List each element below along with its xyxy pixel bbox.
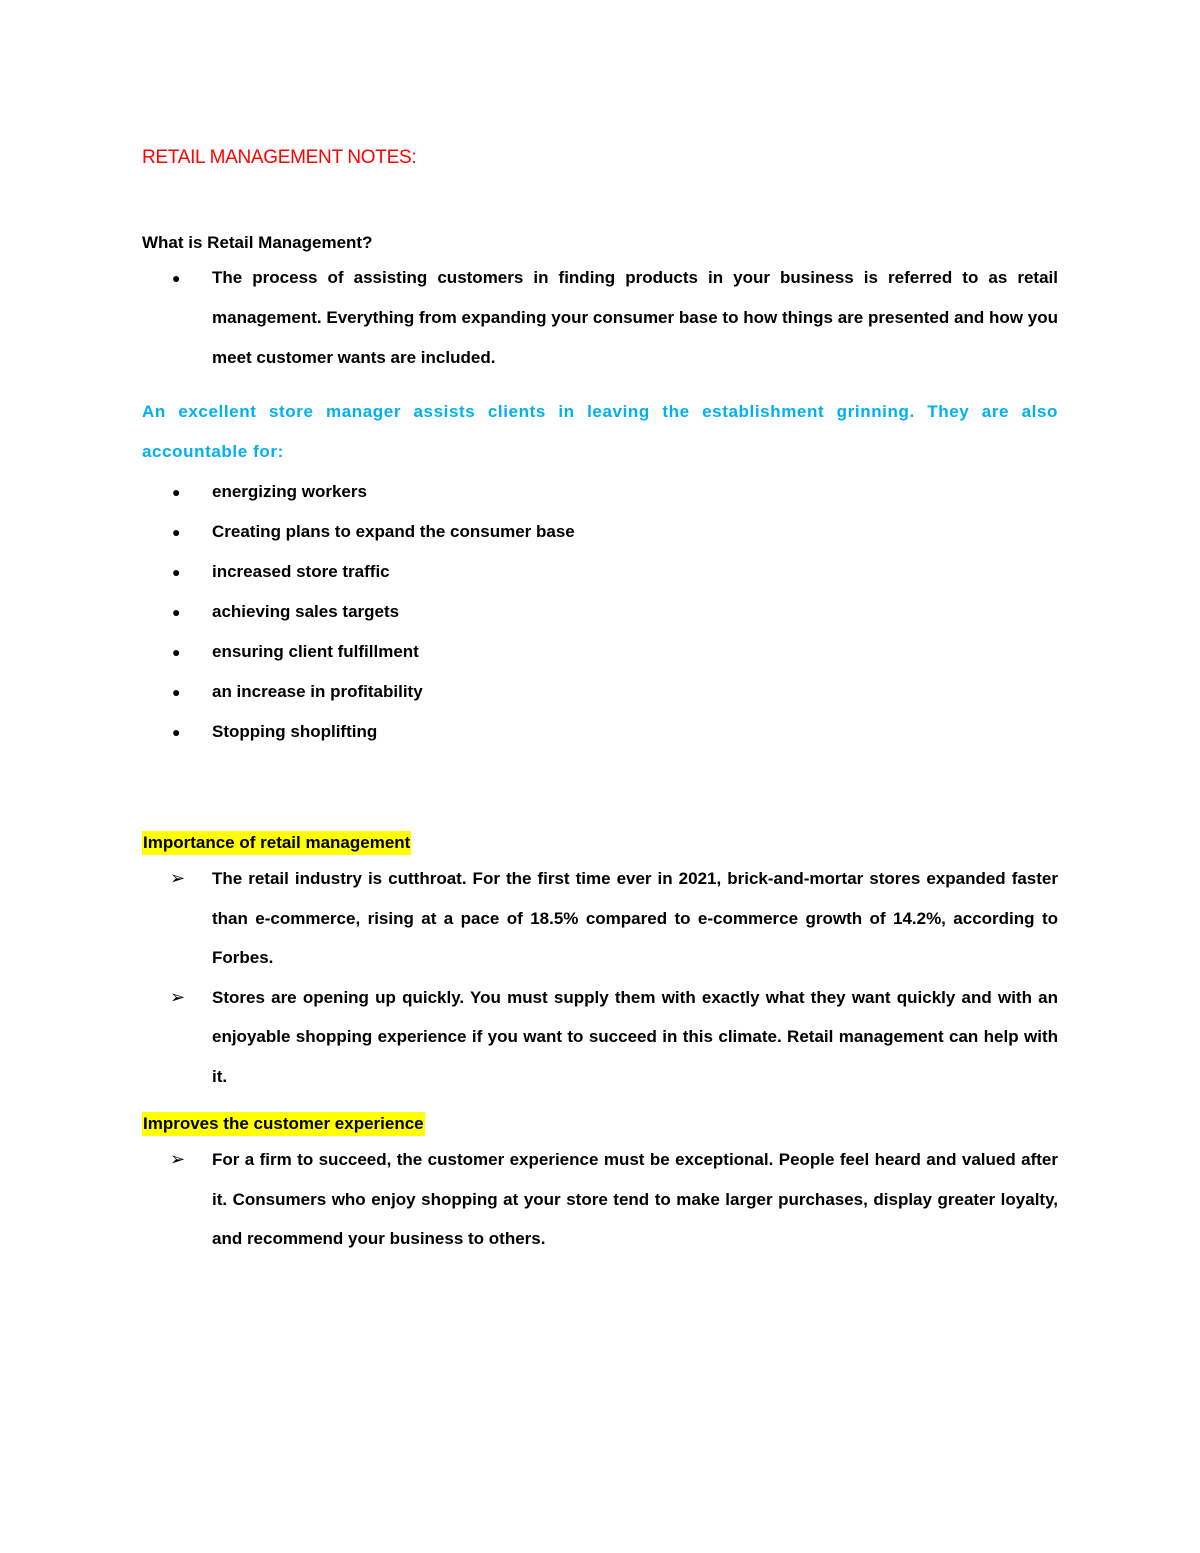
list-item <box>142 1140 1058 1259</box>
bullet-dot-icon: ● <box>172 644 181 660</box>
arrow-bullet-icon: ➢ <box>170 986 186 1008</box>
list-item <box>142 258 1058 378</box>
improves-heading-row <box>142 1110 1058 1140</box>
duties-list <box>142 472 1058 752</box>
list-item <box>142 472 1058 512</box>
arrow-bullet-icon: ➢ <box>170 868 186 889</box>
bullet-dot-icon: ● <box>172 684 181 700</box>
improves-heading: Improves the customer experience <box>142 1112 425 1136</box>
bullet-dot-icon: ● <box>172 484 181 500</box>
list-item <box>142 552 1058 592</box>
document-title: RETAIL MANAGEMENT NOTES: <box>142 147 417 168</box>
list-item-text: Stores are opening up quickly. You must supply them with exactly what they want quickly and with an enjoyable shopping experience if you want to succeed in this climate. Retail management can help with it. <box>212 987 1058 1086</box>
bullet-dot-icon: ● <box>172 724 181 740</box>
list-item-text: Creating plans to expand the consumer base <box>212 522 575 541</box>
list-item-text: increased store traffic <box>212 562 390 581</box>
list-item-text: The process of assisting customers in finding products in your business is referred to as retail management. Everything from expanding your consumer base to how things are presented and how you meet customer wants are included. <box>212 268 1058 367</box>
list-item-text: an increase in profitability <box>212 682 423 701</box>
list-item <box>142 978 1058 1097</box>
importance-heading-row <box>142 829 1058 859</box>
bullet-dot-icon: ● <box>172 524 181 540</box>
list-item <box>142 592 1058 632</box>
document-body <box>142 140 1058 1259</box>
importance-heading: Importance of retail management <box>142 831 411 855</box>
list-item <box>142 712 1058 752</box>
list-item-text: achieving sales targets <box>212 602 400 621</box>
list-item-text: For a firm to succeed, the customer experience must be exceptional. People feel heard and valued after it. Consumers who enjoy shopping at your store tend to make larger purchases, display greater loyalty, and recommend your business to others. <box>212 1150 1058 1248</box>
list-item <box>142 672 1058 712</box>
arrow-bullet-icon: ➢ <box>170 1149 186 1170</box>
section-question: What is Retail Management? <box>142 233 373 252</box>
bullet-dot-icon: ● <box>172 270 181 286</box>
bullet-dot-icon: ● <box>172 564 181 580</box>
list-item <box>142 632 1058 672</box>
improves-list <box>142 1140 1058 1259</box>
list-item <box>142 859 1058 978</box>
bullet-dot-icon: ● <box>172 604 181 620</box>
list-item-text: Stopping shoplifting <box>212 722 378 741</box>
list-item-text: The retail industry is cutthroat. For the first time ever in 2021, brick-and-mortar stores expanded faster than e-commerce, rising at a pace of 18.5% compared to e-commerce growth of 14.2%, according to Forbes. <box>212 869 1058 967</box>
importance-list <box>142 859 1058 1096</box>
accountability-paragraph: An excellent store manager assists clients in leaving the establishment grinning. They are also accountable for: <box>142 402 1058 461</box>
intro-list <box>142 258 1058 378</box>
list-item-text: ensuring client fulfillment <box>212 642 419 661</box>
list-item-text: energizing workers <box>212 482 367 501</box>
list-item <box>142 512 1058 552</box>
